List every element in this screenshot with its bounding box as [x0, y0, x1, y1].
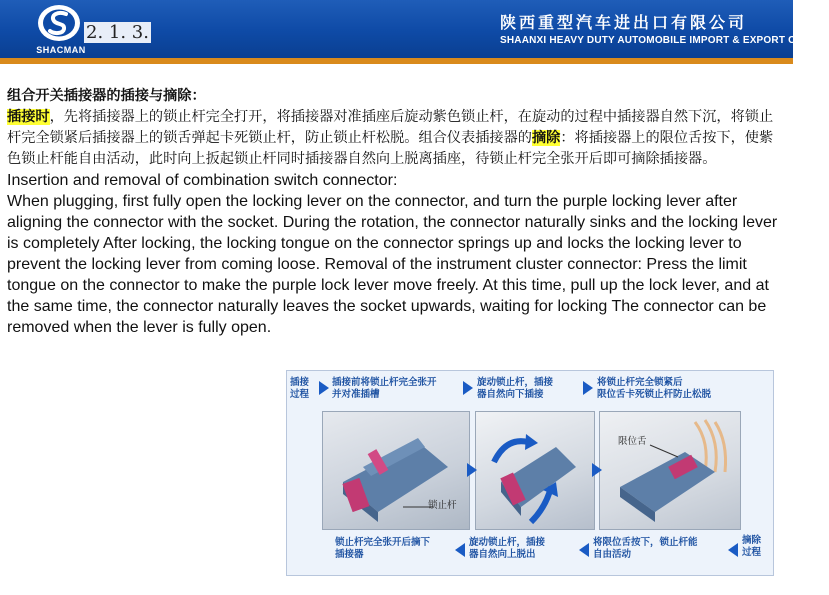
cn-paragraph [7, 107, 787, 170]
arrow-right-icon [463, 381, 473, 395]
step6-label: 锁止杆完全张开后摘下 插接器 [335, 537, 431, 560]
cn-text-removal: ：将插接器上的限位舌按下，使紫色锁止杆能自由活动，此时向上扳起锁止杆同时插接器自然向上脱离插座，待锁止杆完全张开后即可摘除插接器。 [7, 130, 774, 167]
en-title: Insertion and removal of combination switch connector: [7, 172, 398, 189]
photo3-limit-tongue-label: 限位舌 [618, 436, 647, 447]
photo-connector-open [322, 411, 470, 530]
photo-connector-locked [599, 411, 741, 530]
company-name-en: SHAANXI HEAVY DUTY AUTOMOBILE IMPORT & EXPORT CO.,LTD [500, 35, 829, 46]
photo1-lock-lever-label: 锁止杆 [428, 500, 457, 511]
logo-text: SHACMAN [36, 45, 86, 55]
company-name-cn: 陕西重型汽车进出口有限公司 [500, 13, 748, 32]
connector-process-figure [286, 370, 774, 576]
connector-rotating-illustration [476, 412, 594, 529]
photo-connector-rotating [475, 411, 595, 530]
step2-label: 旋动锁止杆，插接 器自然向下插接 [477, 377, 554, 400]
en-paragraph: When plugging, first fully open the locking lever on the connector, and turn the purple locking lever after aligning the connector with the socket. During the rotation, the connector naturally sinks and the locking lever is completely After locking, the locking tongue on the connector springs up and locks the locking lever to prevent the locking lever from coming loose. Removal of the instrument cluster connector: Press the limit tongue on the connector to make the purple lock lever move freely. At this time, pull up the lock lever, and at the same time, the connector naturally leaves the socket upwards, waiting for locking The connector can be removed when the lever is fully open. [7, 193, 778, 336]
cn-highlight-removal: 摘除 [531, 130, 561, 146]
arrow-left-icon [455, 543, 465, 557]
header-bar [0, 0, 829, 58]
step5-label: 旋动锁止杆，插接 器自然向上脱出 [469, 537, 546, 560]
section-number: 2. 1. 3. [86, 22, 149, 43]
header-accent-band [0, 58, 793, 64]
arrow-right-icon [583, 381, 593, 395]
arrow-left-icon [579, 543, 589, 557]
step3-label: 将锁止杆完全锁紧后 限位舌卡死锁止杆防止松脱 [597, 377, 712, 400]
arrow-right-icon [592, 463, 602, 477]
cn-highlight-plugging: 插接时 [7, 109, 50, 125]
arrow-right-icon [319, 381, 329, 395]
insertion-process-label: 插接 过程 [290, 377, 310, 400]
step1-label: 插接前将锁止杆完全张开 并对准插槽 [332, 377, 437, 400]
shacman-logo-icon [36, 3, 82, 43]
cn-title: 组合开关插接器的插接与摘除： [7, 88, 206, 104]
arrow-left-icon [728, 543, 738, 557]
cn-text-plugging: ，先将插接器上的锁止杆完全打开，将插接器对准插座后旋动紫色锁止杆，在旋动的过程中插接器自然下沉，将锁止杆完全锁紧后插接器上的锁舌弹起卡死锁止杆，防止锁止杆松脱。组合仪表插接器的 [7, 109, 774, 146]
removal-process-label: 摘除 过程 [742, 535, 762, 558]
step4-label: 将限位舌按下，锁止杆能 自由活动 [593, 537, 698, 560]
connector-locked-illustration [600, 412, 740, 529]
document-body [7, 86, 787, 338]
arrow-right-icon [467, 463, 477, 477]
